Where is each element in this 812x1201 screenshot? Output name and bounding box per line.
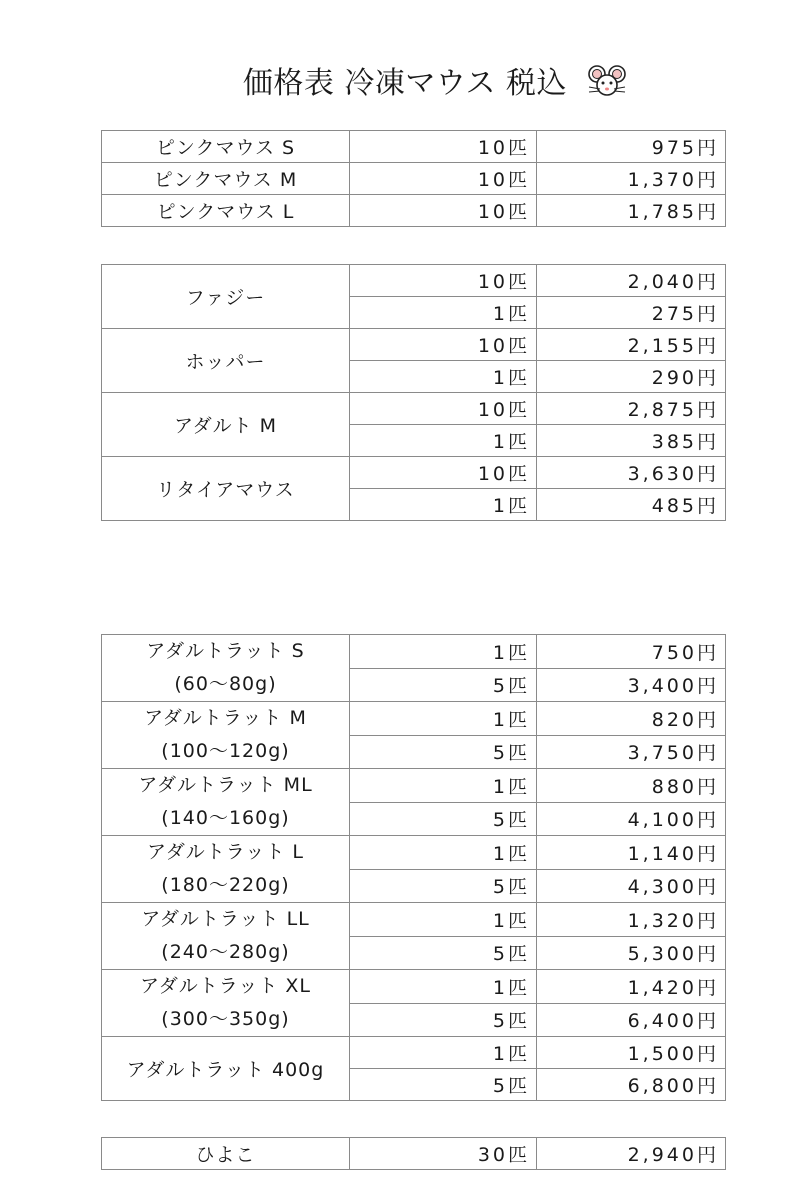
item-qty: 1匹	[350, 970, 537, 1004]
item-price: 290円	[537, 361, 726, 393]
item-name: アダルト M	[102, 393, 350, 457]
item-price: 6,800円	[537, 1069, 726, 1101]
page-title	[0, 58, 812, 107]
item-qty: 5匹	[350, 936, 537, 970]
item-name-cell	[102, 903, 350, 970]
item-weight: (300〜350g)	[161, 1008, 290, 1030]
table-row	[102, 195, 726, 227]
item-price: 975円	[537, 131, 726, 163]
item-qty: 1匹	[350, 836, 537, 870]
item-price: 485円	[537, 489, 726, 521]
table-row	[102, 702, 726, 736]
item-name: ファジー	[102, 265, 350, 329]
item-price: 2,155円	[537, 329, 726, 361]
item-price: 4,100円	[537, 802, 726, 836]
item-qty: 1匹	[350, 361, 537, 393]
item-name: アダルトラット ML	[138, 774, 313, 796]
item-price: 3,750円	[537, 735, 726, 769]
item-weight: (180〜220g)	[161, 874, 290, 896]
item-name-cell	[102, 635, 350, 702]
item-name: アダルトラット M	[144, 707, 307, 729]
item-price: 1,785円	[537, 195, 726, 227]
table-row	[102, 457, 726, 489]
table-row	[102, 903, 726, 937]
item-qty: 5匹	[350, 1003, 537, 1037]
item-qty: 1匹	[350, 635, 537, 669]
table-row	[102, 635, 726, 669]
item-price: 4,300円	[537, 869, 726, 903]
item-qty: 1匹	[350, 297, 537, 329]
item-price: 6,400円	[537, 1003, 726, 1037]
item-price: 2,040円	[537, 265, 726, 297]
item-qty: 30匹	[350, 1138, 537, 1170]
item-qty: 10匹	[350, 163, 537, 195]
table-row	[102, 970, 726, 1004]
item-qty: 10匹	[350, 457, 537, 489]
item-qty: 5匹	[350, 802, 537, 836]
price-table-chick	[101, 1137, 726, 1170]
table-row	[102, 1138, 726, 1170]
item-name: ひよこ	[102, 1138, 350, 1170]
item-price: 275円	[537, 297, 726, 329]
price-table-mouse-sizes	[101, 264, 726, 521]
item-qty: 10匹	[350, 329, 537, 361]
item-weight: (140〜160g)	[161, 807, 290, 829]
item-weight: (240〜280g)	[161, 941, 290, 963]
item-name: ピンクマウス M	[102, 163, 350, 195]
price-table-adult-rat	[101, 634, 726, 1101]
item-name: ピンクマウス S	[102, 131, 350, 163]
item-qty: 1匹	[350, 769, 537, 803]
table-row	[102, 163, 726, 195]
page-title-text: 価格表 冷凍マウス 税込	[242, 66, 568, 101]
item-qty: 10匹	[350, 265, 537, 297]
item-name: アダルトラット XL	[140, 975, 311, 997]
item-qty: 1匹	[350, 1037, 537, 1069]
table-row	[102, 393, 726, 425]
item-name: リタイアマウス	[102, 457, 350, 521]
table-row	[102, 1037, 726, 1069]
table-row	[102, 769, 726, 803]
table-row	[102, 131, 726, 163]
item-qty: 1匹	[350, 425, 537, 457]
item-qty: 5匹	[350, 1069, 537, 1101]
item-price: 1,420円	[537, 970, 726, 1004]
item-qty: 1匹	[350, 702, 537, 736]
item-qty: 5匹	[350, 668, 537, 702]
item-price: 1,500円	[537, 1037, 726, 1069]
table-row	[102, 265, 726, 297]
item-name: アダルトラット L	[147, 841, 304, 863]
item-price: 2,940円	[537, 1138, 726, 1170]
item-name: アダルトラット LL	[141, 908, 310, 930]
item-name-cell	[102, 836, 350, 903]
mouse-face-icon	[587, 65, 627, 107]
item-name-cell	[102, 970, 350, 1037]
item-name: アダルトラット S	[146, 640, 305, 662]
table-row	[102, 329, 726, 361]
item-price: 2,875円	[537, 393, 726, 425]
item-qty: 1匹	[350, 903, 537, 937]
item-qty: 10匹	[350, 131, 537, 163]
table-row	[102, 836, 726, 870]
item-weight: (60〜80g)	[174, 673, 277, 695]
price-table-pink-mouse	[101, 130, 726, 227]
item-price: 750円	[537, 635, 726, 669]
item-name-cell	[102, 769, 350, 836]
item-price: 820円	[537, 702, 726, 736]
item-qty: 5匹	[350, 735, 537, 769]
item-price: 3,400円	[537, 668, 726, 702]
item-name: ピンクマウス L	[102, 195, 350, 227]
item-price: 1,370円	[537, 163, 726, 195]
item-price: 385円	[537, 425, 726, 457]
item-weight: (100〜120g)	[161, 740, 290, 762]
item-qty: 1匹	[350, 489, 537, 521]
item-qty: 10匹	[350, 393, 537, 425]
item-qty: 10匹	[350, 195, 537, 227]
item-price: 1,320円	[537, 903, 726, 937]
item-price: 3,630円	[537, 457, 726, 489]
item-name-cell	[102, 702, 350, 769]
item-price: 880円	[537, 769, 726, 803]
item-name: ホッパー	[102, 329, 350, 393]
item-qty: 5匹	[350, 869, 537, 903]
item-price: 1,140円	[537, 836, 726, 870]
item-price: 5,300円	[537, 936, 726, 970]
item-name: アダルトラット 400g	[102, 1037, 350, 1101]
